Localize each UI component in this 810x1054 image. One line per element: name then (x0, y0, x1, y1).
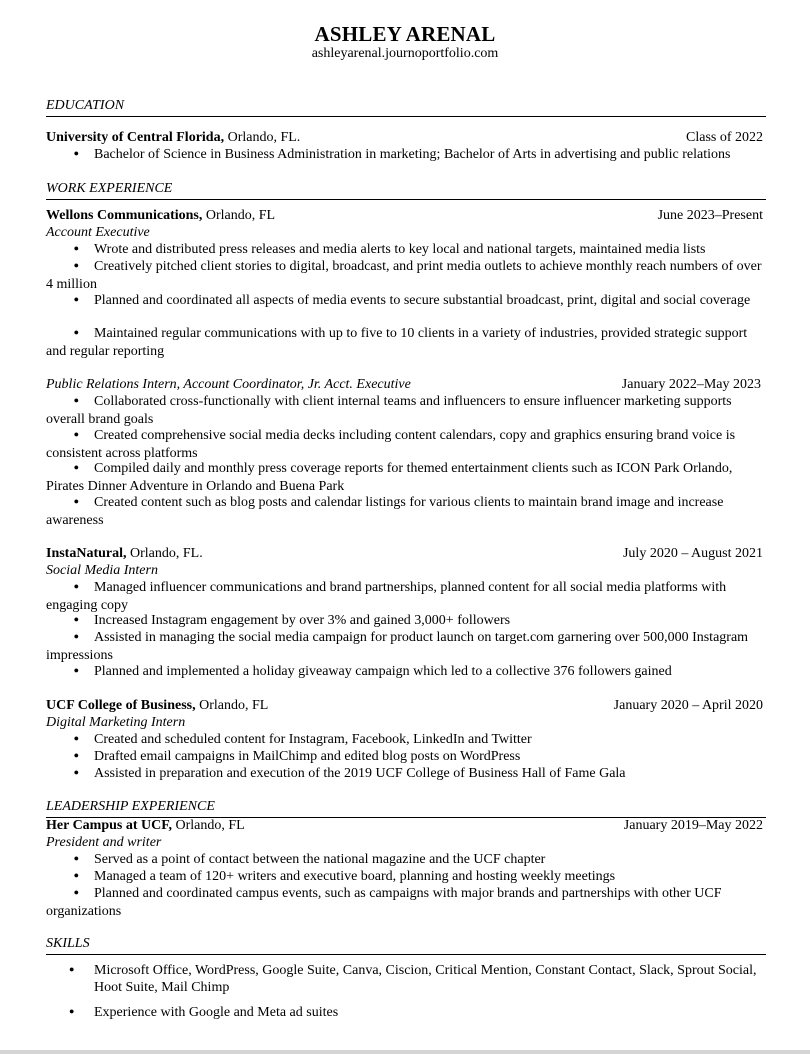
job-bullet: ●Maintained regular communications with up to five to 10 clients in a variety of industries, provided strategic support and regular reporting (46, 325, 768, 360)
job-role: Social Media Intern (46, 563, 158, 578)
bullet-icon (46, 962, 94, 996)
bullet-icon (46, 494, 94, 512)
job-role: Digital Marketing Intern (46, 715, 186, 730)
school-name: University of Central Florida, (46, 130, 225, 145)
bullet-icon (46, 612, 94, 630)
bullet-icon (46, 868, 94, 886)
job-bullet: ●Drafted email campaigns in MailChimp and edited blog posts on WordPress (46, 748, 768, 766)
leadership-bullet: ●Managed a team of 120+ writers and executive board, planning and hosting weekly meetings (46, 868, 768, 886)
leadership-bullet: ●Served as a point of contact between the national magazine and the UCF chapter (46, 851, 768, 869)
job-bullet: ●Increased Instagram engagement by over 3% and gained 3,000+ followers (46, 612, 768, 630)
education-entry-header (46, 129, 763, 146)
job-bullet: ●Collaborated cross-functionally with client internal teams and influencers to ensure influencer marketing supports overall brand goals (46, 393, 768, 428)
bullet-icon (46, 885, 94, 903)
job-date: June 2023–Present (657, 208, 763, 223)
bullet-icon (46, 325, 94, 343)
job-date: January 2020 – April 2020 (613, 698, 763, 713)
job-bullet: ●Compiled daily and monthly press coverage reports for themed entertainment clients such as ICON Park Orlando, Pirates Dinner Adventure in Orlando and Buena Park (46, 460, 768, 495)
job-header (46, 545, 763, 562)
education-date: Class of 2022 (686, 130, 763, 145)
bullet-icon (46, 146, 94, 164)
job-bullet: ●Created and scheduled content for Instagram, Facebook, LinkedIn and Twitter (46, 731, 768, 749)
school-location: Orlando, FL. (224, 130, 301, 145)
section-heading-education: EDUCATION (46, 97, 766, 117)
bullet-icon (46, 731, 94, 749)
bullet-icon (46, 663, 94, 681)
leadership-bullet: ●Planned and coordinated campus events, such as campaigns with major brands and partnerships with other UCF organizations (46, 885, 768, 920)
bullet-icon (46, 393, 94, 411)
page-bottom-edge (0, 1050, 810, 1054)
job-bullet: ●Created content such as blog posts and calendar listings for various clients to maintain brand image and increase awareness (46, 494, 768, 529)
job-bullet: ●Assisted in managing the social media campaign for product launch on target.com garnering over 500,000 Instagram impressions (46, 629, 768, 664)
bullet-icon (46, 258, 94, 276)
education-bullet: ●Bachelor of Science in Business Administration in marketing; Bachelor of Arts in advertising and public relations (46, 146, 768, 164)
bullet-icon (46, 748, 94, 766)
leadership-date: January 2019–May 2022 (623, 818, 763, 833)
bullet-icon (46, 579, 94, 597)
job-role: Account Executive (46, 225, 150, 240)
job-bullet: ●Creatively pitched client stories to digital, broadcast, and print media outlets to achieve monthly reach numbers of over 4 million (46, 258, 768, 293)
org-location: Orlando, FL (195, 698, 269, 713)
job-header (46, 207, 763, 224)
resume-name: ASHLEY ARENAL (314, 22, 496, 46)
job-role: Public Relations Intern, Account Coordinator, Jr. Acct. Executive (46, 377, 411, 392)
org-name: Her Campus at UCF, (46, 818, 173, 833)
bullet-icon (46, 241, 94, 259)
bullet-icon (46, 292, 94, 310)
job-bullet: ●Planned and coordinated all aspects of media events to secure substantial broadcast, print, digital and social coverage (46, 292, 768, 310)
bullet-icon (46, 851, 94, 869)
job-date: July 2020 – August 2021 (622, 546, 763, 561)
org-location: Orlando, FL (172, 818, 245, 833)
bullet-icon (46, 427, 94, 445)
job-header (46, 697, 763, 714)
bullet-icon (46, 460, 94, 478)
bullet-icon (46, 629, 94, 647)
job-bullet: ●Created comprehensive social media decks including content calendars, copy and graphics ensuring brand voice is consistent across platforms (46, 427, 768, 462)
skill-item: ● Microsoft Office, WordPress, Google Suite, Canva, Ciscion, Critical Mention, Constant Contact, Slack, Sprout Social, Hoot Suite, Mail Chimp (46, 962, 768, 996)
skill-item: ● Experience with Google and Meta ad suites (46, 1004, 768, 1022)
org-name: Wellons Communications, (46, 208, 203, 223)
org-name: InstaNatural, (46, 546, 127, 561)
section-heading-work: WORK EXPERIENCE (46, 180, 766, 200)
job-bullet: ●Wrote and distributed press releases and media alerts to key local and national targets, maintained media lists (46, 241, 768, 259)
job-bullet: ●Managed influencer communications and brand partnerships, planned content for all social media platforms with engaging copy (46, 579, 768, 614)
portfolio-link[interactable]: ashleyarenal.journoportfolio.com (311, 46, 499, 61)
org-location: Orlando, FL. (126, 546, 203, 561)
bullet-icon (46, 765, 94, 783)
section-heading-skills: SKILLS (46, 935, 766, 955)
org-location: Orlando, FL (202, 208, 276, 223)
job-bullet: ●Assisted in preparation and execution of the 2019 UCF College of Business Hall of Fame Gala (46, 765, 768, 783)
job-date: January 2022–May 2023 (621, 377, 761, 392)
job-header (46, 376, 763, 393)
leadership-header (46, 817, 763, 834)
leadership-role: President and writer (46, 835, 162, 850)
org-name: UCF College of Business, (46, 698, 196, 713)
section-heading-leadership: LEADERSHIP EXPERIENCE (46, 798, 766, 818)
job-bullet: ●Planned and implemented a holiday giveaway campaign which led to a collective 376 followers gained (46, 663, 768, 681)
bullet-icon (46, 1004, 94, 1022)
